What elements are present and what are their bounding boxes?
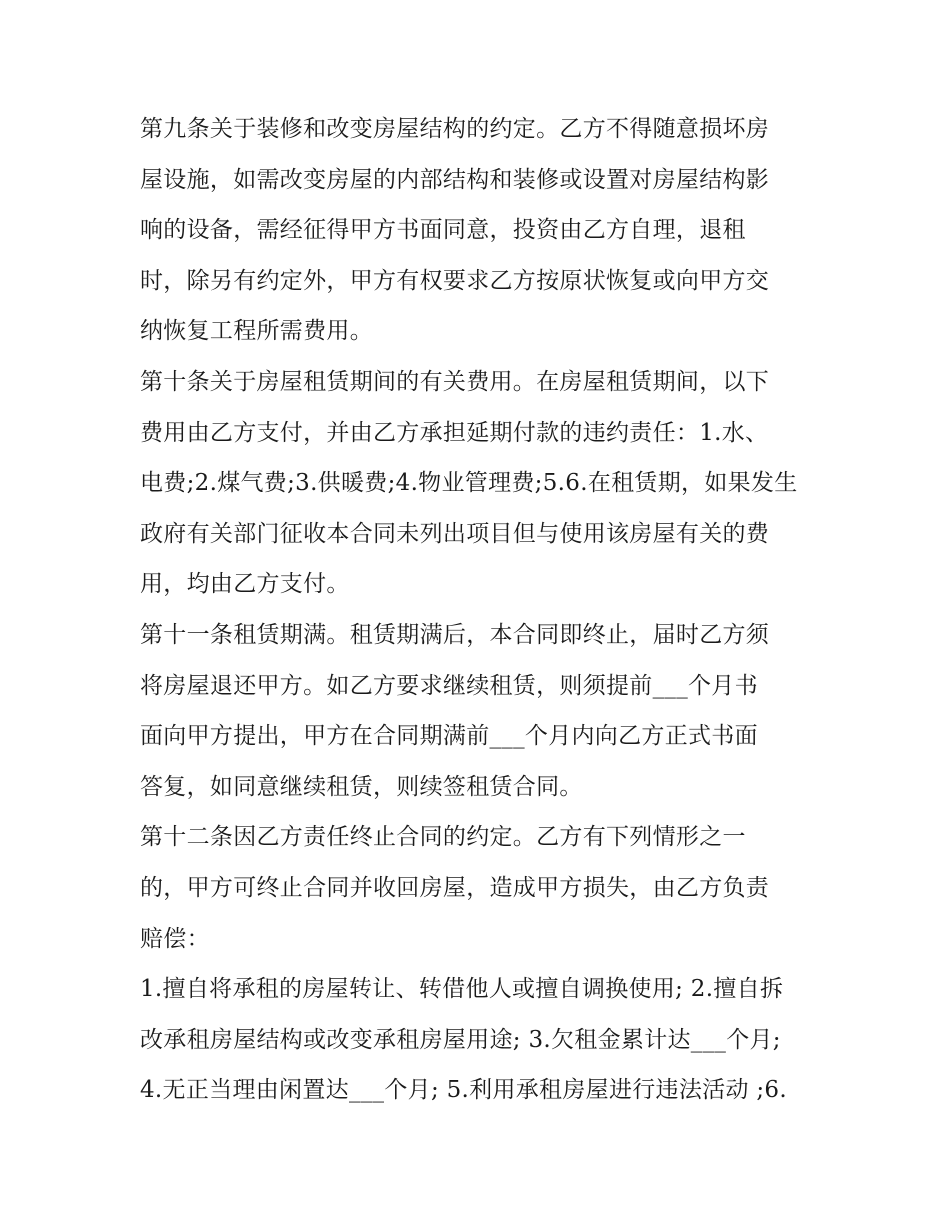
text-line: 费用由乙方支付，并由乙方承担延期付款的违约责任：1.水、 bbox=[140, 419, 769, 446]
text-line: 第九条关于装修和改变房屋结构的约定。乙方不得随意损坏房 bbox=[140, 116, 770, 142]
text-line: 4.无正当理由闲置达___个月; 5.利用承租房屋进行违法活动 ;6. bbox=[140, 1077, 787, 1104]
document-body bbox=[140, 104, 820, 1116]
text-line: 改承租房屋结构或改变承租房屋用途; 3.欠租金累计达___个月; bbox=[140, 1026, 781, 1053]
text-line: 面向甲方提出，甲方在合同期满前___个月内向乙方正式书面 bbox=[140, 723, 758, 750]
text-line: 赔偿： bbox=[140, 925, 210, 952]
text-line: 第十条关于房屋租赁期间的有关费用。在房屋租赁期间，以下 bbox=[140, 368, 770, 395]
text-line: 1.擅自将承租的房屋转让、转借他人或擅自调换使用; 2.擅自拆 bbox=[140, 976, 784, 1003]
text-line: 屋设施，如需改变房屋的内部结构和装修或设置对房屋结构影 bbox=[140, 166, 770, 193]
text-line: 答复，如同意继续租赁，则续签租赁合同。 bbox=[140, 773, 583, 800]
text-line: 第十一条租赁期满。租赁期满后，本合同即终止，届时乙方须 bbox=[140, 621, 770, 648]
text-line: 响的设备，需经征得甲方书面同意，投资由乙方自理，退租 bbox=[140, 217, 746, 244]
text-line: 时，除另有约定外，甲方有权要求乙方按原状恢复或向甲方交 bbox=[140, 267, 770, 294]
text-line: 第十二条因乙方责任终止合同的约定。乙方有下列情形之一 bbox=[140, 824, 746, 851]
text-line: 将房屋退还甲方。如乙方要求继续租赁，则须提前___个月书 bbox=[140, 672, 758, 699]
text-line: 电费;2.煤气费;3.供暖费;4.物业管理费;5.6.在租赁期，如果发生 bbox=[140, 470, 798, 497]
text-line: 用，均由乙方支付。 bbox=[140, 571, 350, 598]
text-line: 纳恢复工程所需费用。 bbox=[140, 318, 373, 345]
text-line: 政府有关部门征收本合同未列出项目但与使用该房屋有关的费 bbox=[140, 520, 770, 547]
text-line: 的，甲方可终止合同并收回房屋，造成甲方损失，由乙方负责 bbox=[140, 874, 770, 901]
